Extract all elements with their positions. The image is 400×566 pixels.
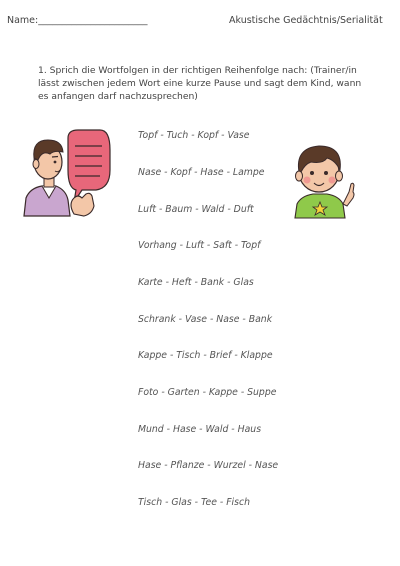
word-sequence: Hase - Pflanze - Wurzel - Nase — [138, 460, 279, 471]
word-sequence: Karte - Heft - Bank - Glas — [138, 277, 254, 288]
name-field-label: Name:_______________________ — [7, 15, 148, 26]
listening-child-icon — [287, 138, 359, 220]
speaking-teacher-icon — [20, 128, 112, 218]
word-sequence: Topf - Tuch - Kopf - Vase — [138, 130, 250, 141]
word-sequence: Mund - Hase - Wald - Haus — [138, 424, 262, 435]
word-sequence: Tisch - Glas - Tee - Fisch — [138, 497, 250, 508]
word-sequence: Foto - Garten - Kappe - Suppe — [138, 387, 277, 398]
word-sequence: Kappe - Tisch - Brief - Klappe — [138, 350, 273, 361]
word-sequence: Nase - Kopf - Hase - Lampe — [138, 167, 265, 178]
word-sequence: Vorhang - Luft - Saft - Topf — [138, 240, 261, 251]
worksheet-title: Akustische Gedächtnis/Serialität — [229, 15, 383, 26]
word-sequence: Luft - Baum - Wald - Duft — [138, 204, 254, 215]
exercise-instruction: 1. Sprich die Wortfolgen in der richtigen Reihenfolge nach: (Trainer/in lässt zwischen jedem Wort eine kurze Pause und sagt dem Kind, wann es anfangen darf nachzusprechen) — [38, 65, 362, 102]
word-sequence: Schrank - Vase - Nase - Bank — [138, 314, 273, 325]
